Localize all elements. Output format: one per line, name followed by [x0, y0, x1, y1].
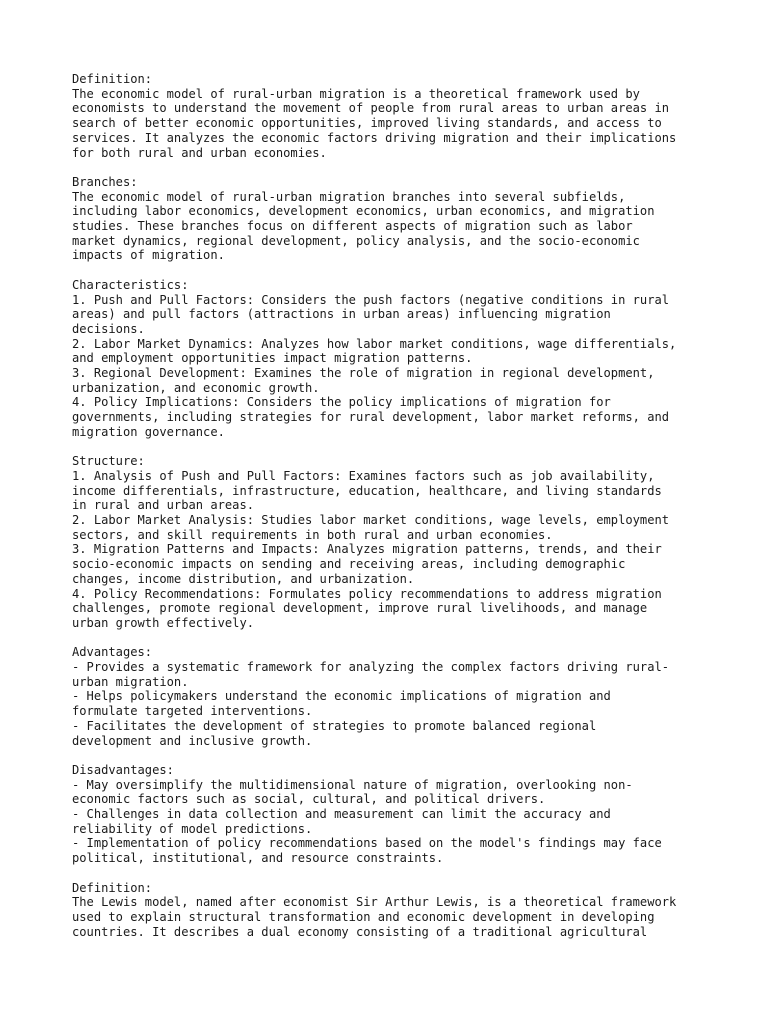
section-body — [72, 87, 712, 161]
text-line: - Facilitates the development of strategies to promote balanced regional — [72, 718, 597, 733]
text-line: 3. Regional Development: Examines the role of migration in regional development, — [72, 366, 655, 381]
section-body — [72, 660, 712, 748]
text-line: migration governance. — [72, 424, 225, 439]
text-line: The Lewis model, named after economist Sir Arthur Lewis, is a theoretical framework — [72, 895, 677, 910]
section-characteristics — [72, 278, 712, 440]
text-line: - May oversimplify the multidimensional nature of migration, overlooking non- — [72, 777, 633, 792]
text-line: urban growth effectively. — [72, 615, 255, 630]
section-heading: Advantages: — [72, 645, 153, 660]
text-line: governments, including strategies for rural development, labor market reforms, and — [72, 410, 670, 425]
text-line: market dynamics, regional development, policy analysis, and the socio-economic — [72, 233, 640, 248]
text-line: economists to understand the movement of people from rural areas to urban areas in — [72, 101, 670, 116]
text-line: - Challenges in data collection and measurement can limit the accuracy and — [72, 807, 611, 822]
text-line: 2. Labor Market Analysis: Studies labor market conditions, wage levels, employment — [72, 513, 670, 528]
section-heading: Definition: — [72, 72, 153, 86]
text-line: formulate targeted interventions. — [72, 704, 313, 719]
section-heading: Disadvantages: — [72, 762, 174, 777]
section-body — [72, 778, 712, 866]
text-line: decisions. — [72, 321, 145, 336]
section-disadvantages — [72, 763, 712, 866]
text-line: 4. Policy Recommendations: Formulates policy recommendations to address migration — [72, 586, 662, 601]
text-line: - Provides a systematic framework for analyzing the complex factors driving rural- — [72, 660, 670, 675]
text-line: economic factors such as social, cultural, and political drivers. — [72, 792, 546, 807]
text-line: changes, income distribution, and urbanization. — [72, 571, 415, 586]
text-line: sectors, and skill requirements in both rural and urban economies. — [72, 527, 553, 542]
text-line: urban migration. — [72, 674, 189, 689]
text-line: 3. Migration Patterns and Impacts: Analyzes migration patterns, trends, and their — [72, 542, 662, 557]
section-body — [72, 190, 712, 264]
document-page — [72, 72, 712, 954]
text-line: The economic model of rural-urban migration is a theoretical framework used by — [72, 86, 640, 101]
text-line: and employment opportunities impact migration patterns. — [72, 351, 473, 366]
text-line: for both rural and urban economies. — [72, 145, 327, 160]
section-body — [72, 293, 712, 440]
section-body — [72, 469, 712, 631]
section-heading: Branches: — [72, 174, 138, 189]
text-line: urbanization, and economic growth. — [72, 380, 320, 395]
section-definition-rural-urban — [72, 72, 712, 160]
section-definition-lewis-model — [72, 881, 712, 940]
text-line: - Helps policymakers understand the economic implications of migration and — [72, 689, 611, 704]
section-advantages — [72, 645, 712, 748]
text-line: search of better economic opportunities, improved living standards, and access to — [72, 116, 662, 131]
section-body — [72, 895, 712, 939]
text-line: areas) and pull factors (attractions in urban areas) influencing migration — [72, 307, 611, 322]
text-line: challenges, promote regional development, improve rural livelihoods, and manage — [72, 601, 648, 616]
text-line: income differentials, infrastructure, education, healthcare, and living standards — [72, 483, 662, 498]
text-line: including labor economics, development economics, urban economics, and migration — [72, 204, 655, 219]
text-line: impacts of migration. — [72, 248, 225, 263]
text-line: 1. Push and Pull Factors: Considers the push factors (negative conditions in rural — [72, 292, 670, 307]
section-heading: Structure: — [72, 454, 145, 469]
text-line: 2. Labor Market Dynamics: Analyzes how labor market conditions, wage differentials, — [72, 336, 677, 351]
text-line: studies. These branches focus on different aspects of migration such as labor — [72, 219, 633, 234]
text-line: development and inclusive growth. — [72, 733, 313, 748]
section-heading: Characteristics: — [72, 277, 189, 292]
text-line: services. It analyzes the economic factors driving migration and their implications — [72, 130, 677, 145]
text-line: 1. Analysis of Push and Pull Factors: Examines factors such as job availability, — [72, 468, 655, 483]
text-line: in rural and urban areas. — [72, 498, 255, 513]
text-line: socio-economic impacts on sending and receiving areas, including demographic — [72, 557, 626, 572]
text-line: 4. Policy Implications: Considers the policy implications of migration for — [72, 395, 611, 410]
section-structure — [72, 454, 712, 630]
text-line: used to explain structural transformation and economic development in developing — [72, 909, 655, 924]
text-line: countries. It describes a dual economy consisting of a traditional agricultural — [72, 924, 648, 939]
section-heading: Definition: — [72, 880, 153, 895]
text-line: The economic model of rural-urban migration branches into several subfields, — [72, 189, 626, 204]
text-line: - Implementation of policy recommendations based on the model's findings may face — [72, 836, 662, 851]
section-branches — [72, 175, 712, 263]
text-line: political, institutional, and resource constraints. — [72, 851, 444, 866]
text-line: reliability of model predictions. — [72, 821, 313, 836]
